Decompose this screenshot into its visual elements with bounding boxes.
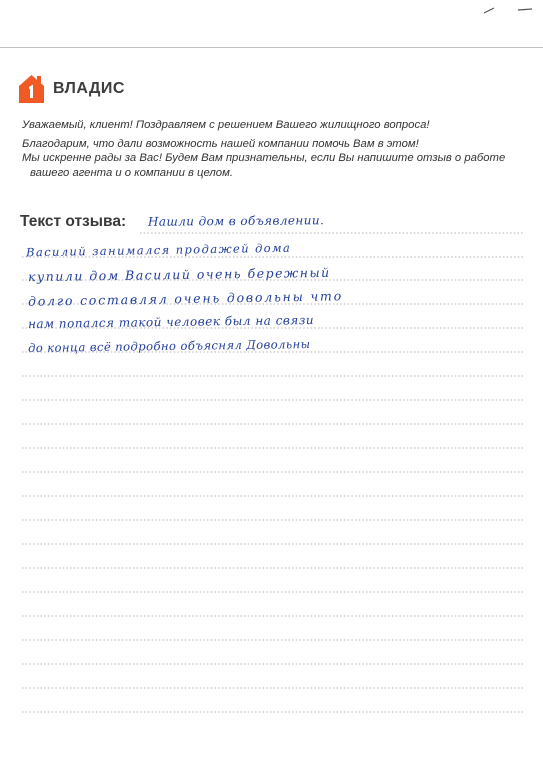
thanks-line: Благодарим, что дали возможность нашей компании помочь Вам в этом! bbox=[22, 138, 419, 151]
handwriting-line: нам попался такой человек был на связи bbox=[27, 313, 315, 331]
handwriting-line: купили дом Василий очень бережный bbox=[27, 264, 331, 285]
handwriting-line: до конца всё подробно объяснял Довольны bbox=[27, 337, 311, 355]
handwriting-line: Василий занимался продажей дома bbox=[25, 240, 292, 260]
request-line-continued: вашего агента и о компании в целом. bbox=[30, 166, 233, 179]
company-name: ВЛАДИС bbox=[53, 80, 125, 97]
review-label: Текст отзыва: bbox=[20, 213, 127, 230]
request-line: Мы искренне рады за Вас! Будем Вам признательны, если Вы напишите отзыв о работе bbox=[22, 152, 506, 165]
greeting-line: Уважаемый, клиент! Поздравляем с решением Вашего жилищного вопроса! bbox=[22, 119, 430, 131]
handwriting-line: Нашли дом в объявлении. bbox=[147, 213, 325, 229]
handwriting-line: долго составлял очень довольны что bbox=[27, 288, 344, 309]
